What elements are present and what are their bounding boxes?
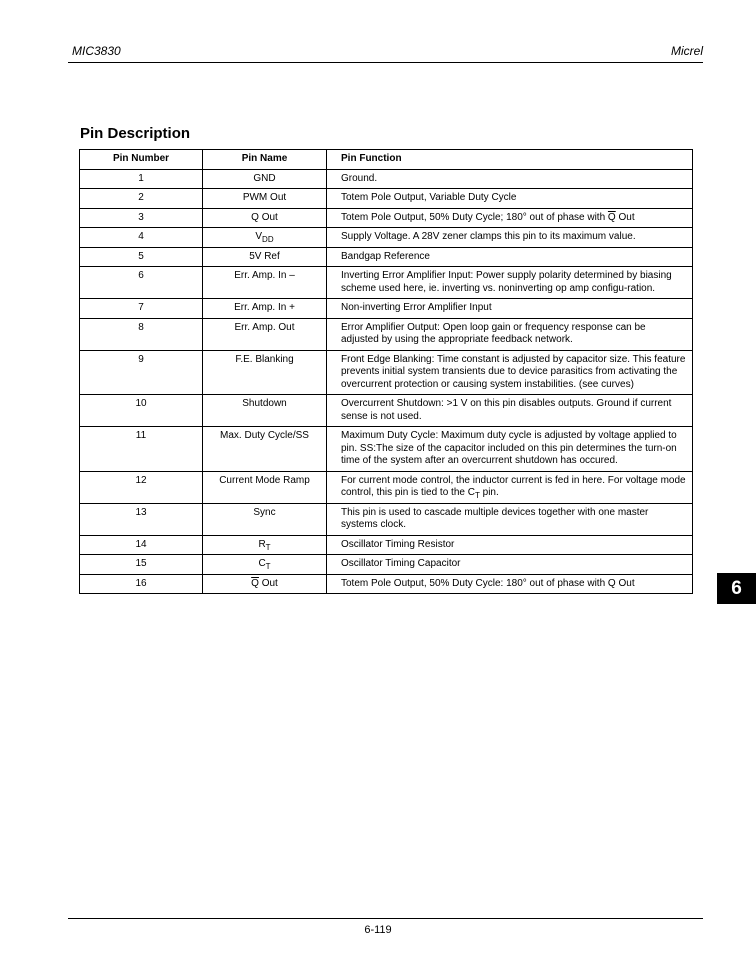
pin-description-table — [79, 149, 693, 594]
pin-number: 6 — [80, 267, 203, 299]
pin-function: Front Edge Blanking: Time constant is adjusted by capacitor size. This feature prevents initial system transients due to device parasitics from activating the overcurrent protection or causing system instabilities. (see curves) — [327, 350, 693, 395]
pin-name-overbar: $\overline{Q}$ — [251, 577, 259, 589]
section-title: Pin Description — [80, 125, 191, 142]
pin-function-overbar: $\overline{Q}$ — [607, 211, 616, 223]
pin-number: 11 — [80, 427, 203, 472]
table-row — [80, 535, 693, 555]
pin-name-rest: Out — [258, 577, 278, 589]
footer-rule — [68, 918, 703, 919]
pin-name: Q Out — [203, 208, 327, 228]
table-row — [80, 189, 693, 209]
table-row — [80, 395, 693, 427]
table-row — [80, 228, 693, 248]
pin-name: Shutdown — [203, 395, 327, 427]
pin-function: Supply Voltage. A 28V zener clamps this pin to its maximum value. — [327, 228, 693, 248]
section-tab: 6 — [717, 573, 756, 604]
table-row — [80, 169, 693, 189]
pin-function-text: For current mode control, the inductor current is fed in here. For voltage mode control, this pin is tied to the C — [341, 474, 686, 498]
pin-number: 9 — [80, 350, 203, 395]
pin-name-subscript: T — [265, 562, 271, 571]
table-row — [80, 503, 693, 535]
pin-function-text-end: pin. — [479, 487, 499, 498]
header-rule — [68, 62, 703, 63]
pin-number: 7 — [80, 299, 203, 319]
pin-name: F.E. Blanking — [203, 350, 327, 395]
pin-number: 15 — [80, 555, 203, 575]
pin-number: 4 — [80, 228, 203, 248]
pin-number: 2 — [80, 189, 203, 209]
pin-number: 8 — [80, 318, 203, 350]
table-row — [80, 574, 693, 594]
pin-number: 10 — [80, 395, 203, 427]
pin-name — [203, 555, 327, 575]
pin-name: PWM Out — [203, 189, 327, 209]
pin-name: Sync — [203, 503, 327, 535]
pin-function: Overcurrent Shutdown: >1 V on this pin disables outputs. Ground if current sense is not used. — [327, 395, 693, 427]
pin-number: 14 — [80, 535, 203, 555]
pin-name: Max. Duty Cycle/SS — [203, 427, 327, 472]
table-row — [80, 427, 693, 472]
pin-function: This pin is used to cascade multiple devices together with one master systems clock. — [327, 503, 693, 535]
pin-number: 16 — [80, 574, 203, 594]
col-header-pin-name: Pin Name — [203, 150, 327, 170]
pin-name: Err. Amp. In – — [203, 267, 327, 299]
table-row — [80, 350, 693, 395]
page-number: 6-119 — [364, 924, 392, 936]
pin-function: Ground. — [327, 169, 693, 189]
col-header-pin-function: Pin Function — [327, 150, 693, 170]
pin-function: Oscillator Timing Capacitor — [327, 555, 693, 575]
pin-function: Totem Pole Output, Variable Duty Cycle — [327, 189, 693, 209]
table-row — [80, 267, 693, 299]
table-row — [80, 318, 693, 350]
pin-name-base: V — [255, 231, 263, 242]
table-header-row — [80, 150, 693, 170]
pin-function-subscript: T — [474, 491, 480, 500]
pin-function: Non-inverting Error Amplifier Input — [327, 299, 693, 319]
pin-name-subscript: DD — [262, 235, 274, 244]
pin-function-text: Totem Pole Output, 50% Duty Cycle; 180° out of phase with — [341, 211, 608, 223]
pin-function: Bandgap Reference — [327, 247, 693, 267]
pin-function — [327, 208, 693, 228]
table-row — [80, 299, 693, 319]
pin-function-text-end: Out — [615, 211, 635, 223]
pin-function: Inverting Error Amplifier Input: Power supply polarity determined by biasing scheme used here, ie. inverting vs. noninverting op amp configu-ration. — [327, 267, 693, 299]
pin-name: GND — [203, 169, 327, 189]
pin-number: 12 — [80, 471, 203, 503]
table-row — [80, 471, 693, 503]
header-doc-title: MIC3830 — [72, 44, 121, 58]
col-header-pin-number: Pin Number — [80, 150, 203, 170]
pin-name-base: C — [258, 558, 266, 569]
pin-name: Current Mode Ramp — [203, 471, 327, 503]
pin-name — [203, 574, 327, 594]
table-row — [80, 208, 693, 228]
pin-name-base: R — [258, 538, 266, 550]
pin-function: Error Amplifier Output: Open loop gain or frequency response can be adjusted by using the appropriate feedback network. — [327, 318, 693, 350]
header-brand: Micrel — [671, 44, 703, 58]
pin-name — [203, 228, 327, 248]
pin-number: 1 — [80, 169, 203, 189]
pin-name: Err. Amp. Out — [203, 318, 327, 350]
pin-function: Oscillator Timing Resistor — [327, 535, 693, 555]
pin-function: Maximum Duty Cycle: Maximum duty cycle is adjusted by voltage applied to pin. SS:The size of the capacitor included on this pin determines the turn-on time of the system after an overcurrent shutdown has occured. — [327, 427, 693, 472]
pin-function: Totem Pole Output, 50% Duty Cycle: 180° out of phase with Q Out — [327, 574, 693, 594]
pin-name: Err. Amp. In + — [203, 299, 327, 319]
pin-name: 5V Ref — [203, 247, 327, 267]
pin-number: 13 — [80, 503, 203, 535]
pin-name-subscript: T — [265, 542, 271, 552]
pin-number: 5 — [80, 247, 203, 267]
pin-function — [327, 471, 693, 503]
table-row — [80, 247, 693, 267]
table-row — [80, 555, 693, 575]
pin-number: 3 — [80, 208, 203, 228]
pin-name — [203, 535, 327, 555]
